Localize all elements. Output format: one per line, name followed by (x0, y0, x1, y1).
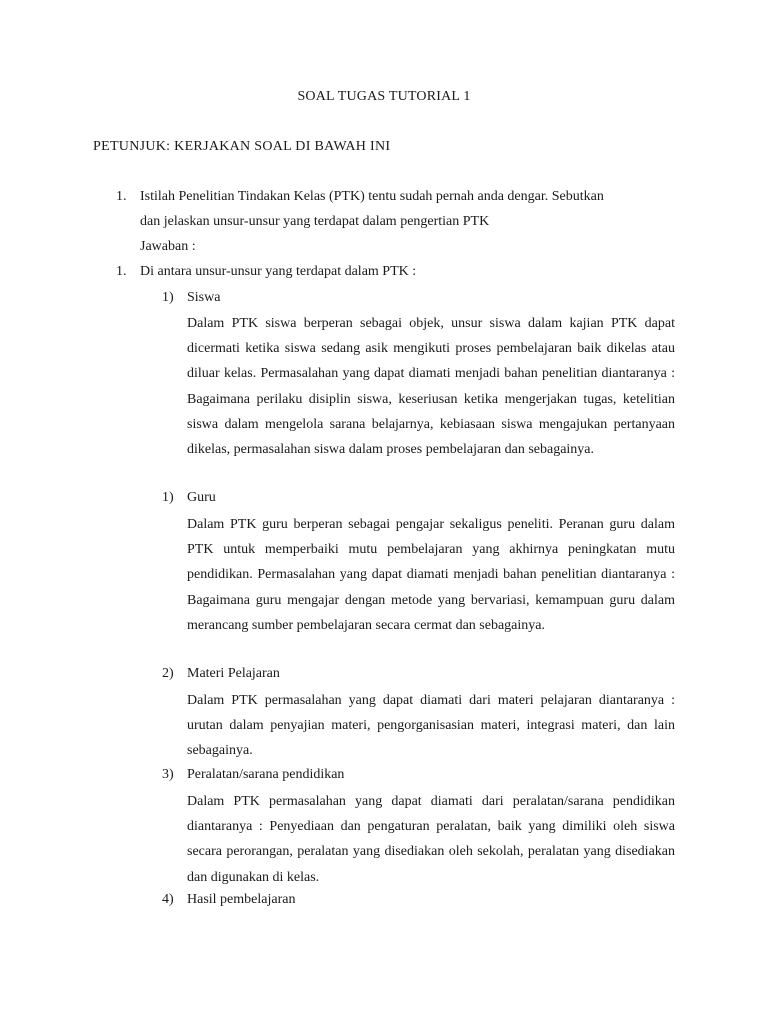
list-item-heading: Siswa (187, 290, 221, 305)
question-number: 1. (116, 189, 127, 204)
answer-label: Jawaban : (140, 239, 196, 254)
list-item-body: Dalam PTK guru berperan sebagai pengajar sekaligus peneliti. Peranan guru dalam PTK untuk memperbaiki mutu pembelajaran yang akhirnya peningkatan mutu pendidikan. Permasalahan yang dapat diamati menjadi bahan penelitian diantaranya : Bagaimana guru mengajar dengan metode yang bervariasi, kemampuan guru dalam merancang sumber pembelajaran secara cermat dan sebagainya. (187, 517, 675, 633)
document-title: SOAL TUGAS TUTORIAL 1 (297, 89, 471, 104)
list-item-number: 1) (162, 290, 174, 305)
list-item-number: 1) (162, 490, 174, 505)
answer-number: 1. (116, 264, 127, 279)
list-item-heading: Peralatan/sarana pendidikan (187, 767, 345, 782)
instruction-text: PETUNJUK: KERJAKAN SOAL DI BAWAH INI (93, 139, 391, 154)
list-item-body: Dalam PTK permasalahan yang dapat diamati dari peralatan/sarana pendidikan diantaranya : Penyediaan dan pengaturan peralatan, baik yang dimiliki oleh siswa secara perorangan, peralatan yang disediakan oleh sekolah, peralatan yang disediakan dan digunakan di kelas. (187, 794, 675, 885)
list-item-number: 4) (162, 892, 174, 907)
list-item-heading: Guru (187, 490, 216, 505)
list-item-heading: Hasil pembelajaran (187, 892, 296, 907)
list-item-number: 3) (162, 767, 174, 782)
list-item-number: 2) (162, 666, 174, 681)
list-item-heading: Materi Pelajaran (187, 666, 280, 681)
question-text-line1: Istilah Penelitian Tindakan Kelas (PTK) tentu sudah pernah anda dengar. Sebutkan (140, 189, 604, 204)
list-item-body: Dalam PTK permasalahan yang dapat diamati dari materi pelajaran diantaranya : urutan dalam penyajian materi, pengorganisasian materi, integrasi materi, dan lain sebagainya. (187, 693, 675, 759)
list-item-body: Dalam PTK siswa berperan sebagai objek, unsur siswa dalam kajian PTK dapat dicermati ketika siswa sedang asik mengikuti proses pembelajaran baik dikelas atau diluar kelas. Permasalahan yang dapat diamati menjadi bahan penelitian diantaranya : Bagaimana perilaku disiplin siswa, keseriusan ketika mengerjakan tugas, ketelitian siswa dalam mengelola sarana belajarnya, kebiasaan siswa mengajukan pertanyaan dikelas, permasalahan siswa dalam proses pembelajaran dan sebagainya. (187, 316, 675, 458)
answer-intro: Di antara unsur-unsur yang terdapat dalam PTK : (140, 264, 417, 279)
question-text-line2: dan jelaskan unsur-unsur yang terdapat dalam pengertian PTK (140, 214, 490, 229)
